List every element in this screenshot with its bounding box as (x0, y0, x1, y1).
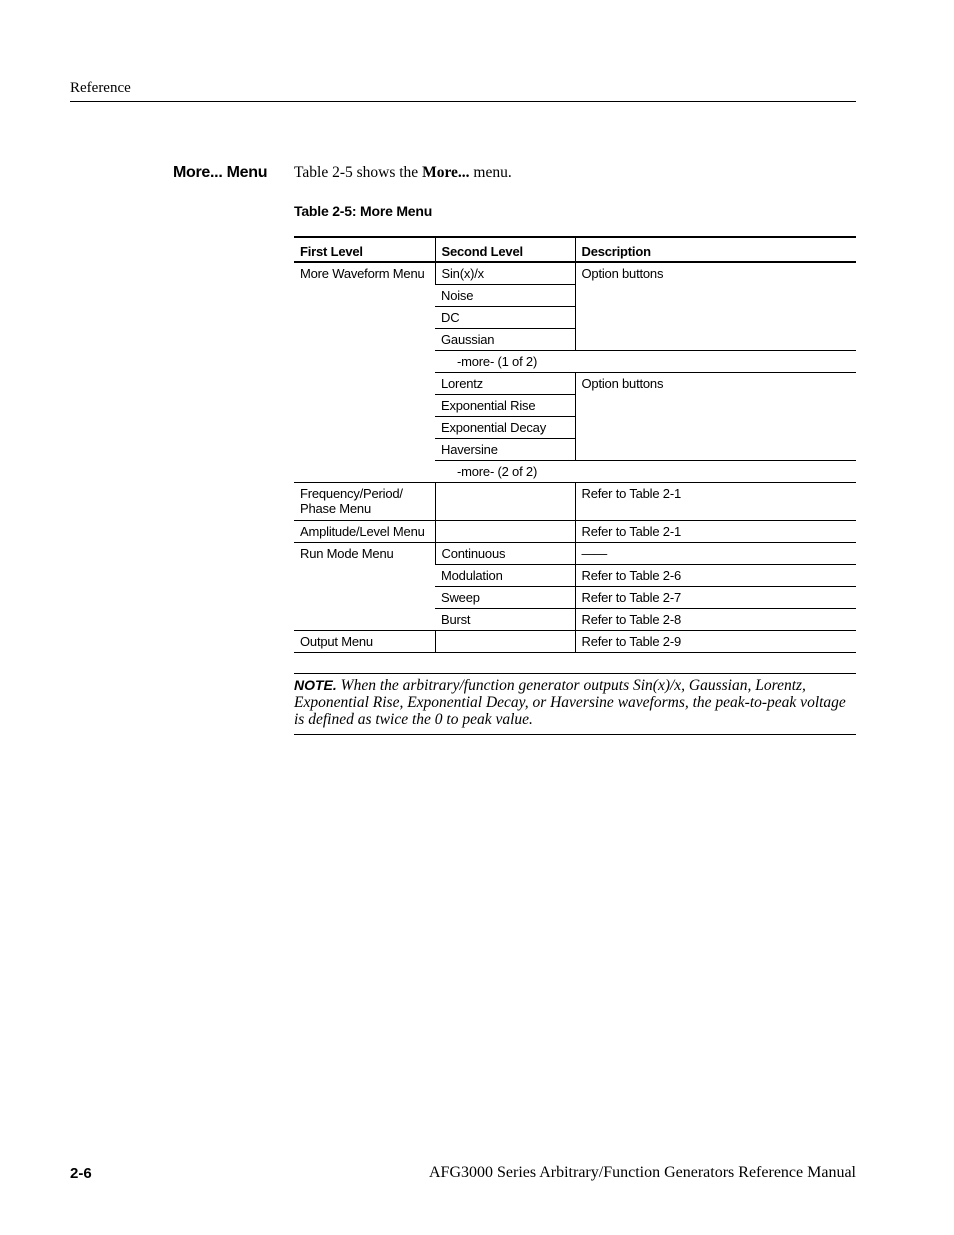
intro-text-before: Table 2-5 shows the (294, 164, 423, 181)
second-level-cell: Continuous (435, 543, 575, 565)
second-level-cell: Lorentz (435, 373, 575, 395)
second-level-cell: Exponential Rise (435, 395, 575, 417)
note-paragraph (294, 677, 856, 728)
table-row (294, 543, 856, 565)
table-header-row (294, 237, 856, 262)
description-cell: Option buttons (575, 262, 856, 351)
first-level-cell: More Waveform Menu (294, 262, 435, 483)
first-level-cell: Run Mode Menu (294, 543, 435, 631)
second-level-cell: Burst (435, 609, 575, 631)
more-page-cell: -more- (2 of 2) (435, 461, 856, 483)
second-level-cell: Haversine (435, 439, 575, 461)
intro-paragraph (294, 164, 512, 182)
second-level-cell: DC (435, 307, 575, 329)
note-bottom-rule (294, 734, 856, 735)
description-cell: Refer to Table 2-8 (575, 609, 856, 631)
second-level-cell: Sin(x)/x (435, 262, 575, 285)
footer-manual-title: AFG3000 Series Arbitrary/Function Generators Reference Manual (429, 1164, 856, 1181)
second-level-cell (435, 483, 575, 521)
second-level-cell: Noise (435, 285, 575, 307)
description-cell: Refer to Table 2-1 (575, 483, 856, 521)
first-level-cell (294, 483, 435, 521)
column-header-description: Description (575, 237, 856, 262)
note-label: NOTE. (294, 677, 337, 693)
table-row (294, 521, 856, 543)
page-number: 2-6 (70, 1165, 92, 1182)
description-cell: Refer to Table 2-6 (575, 565, 856, 587)
second-level-cell (435, 631, 575, 653)
column-header-second-level: Second Level (435, 237, 575, 262)
note-top-rule (294, 673, 856, 674)
description-cell: Refer to Table 2-1 (575, 521, 856, 543)
second-level-cell: Exponential Decay (435, 417, 575, 439)
second-level-cell (435, 521, 575, 543)
intro-text-bold: More... (422, 164, 470, 181)
more-page-cell: -more- (1 of 2) (435, 351, 856, 373)
first-level-cell: Amplitude/Level Menu (294, 521, 435, 543)
more-menu-table (294, 236, 856, 653)
description-cell: Refer to Table 2-9 (575, 631, 856, 653)
second-level-cell: Gaussian (435, 329, 575, 351)
header-rule (70, 101, 856, 102)
description-cell: Option buttons (575, 373, 856, 461)
section-heading: More... Menu (173, 164, 268, 181)
table-row (294, 483, 856, 521)
second-level-cell: Modulation (435, 565, 575, 587)
column-header-first-level: First Level (294, 237, 435, 262)
second-level-cell: Sweep (435, 587, 575, 609)
first-level-line: Frequency/Period/ (300, 486, 403, 501)
table-row (294, 631, 856, 653)
first-level-cell: Output Menu (294, 631, 435, 653)
running-header: Reference (70, 80, 131, 96)
first-level-line: Phase Menu (300, 501, 371, 516)
intro-text-after: menu. (469, 164, 512, 181)
note-text: When the arbitrary/function generator outputs Sin(x)/x, Gaussian, Lorentz, Exponential Rise, Exponential Decay, or Haversine waveforms, the peak-to-peak voltage is defined as twice the 0 to peak value. (294, 677, 846, 728)
description-cell: Refer to Table 2-7 (575, 587, 856, 609)
description-cell: —— (575, 543, 856, 565)
table-row (294, 262, 856, 285)
table-title: Table 2-5: More Menu (294, 203, 433, 219)
